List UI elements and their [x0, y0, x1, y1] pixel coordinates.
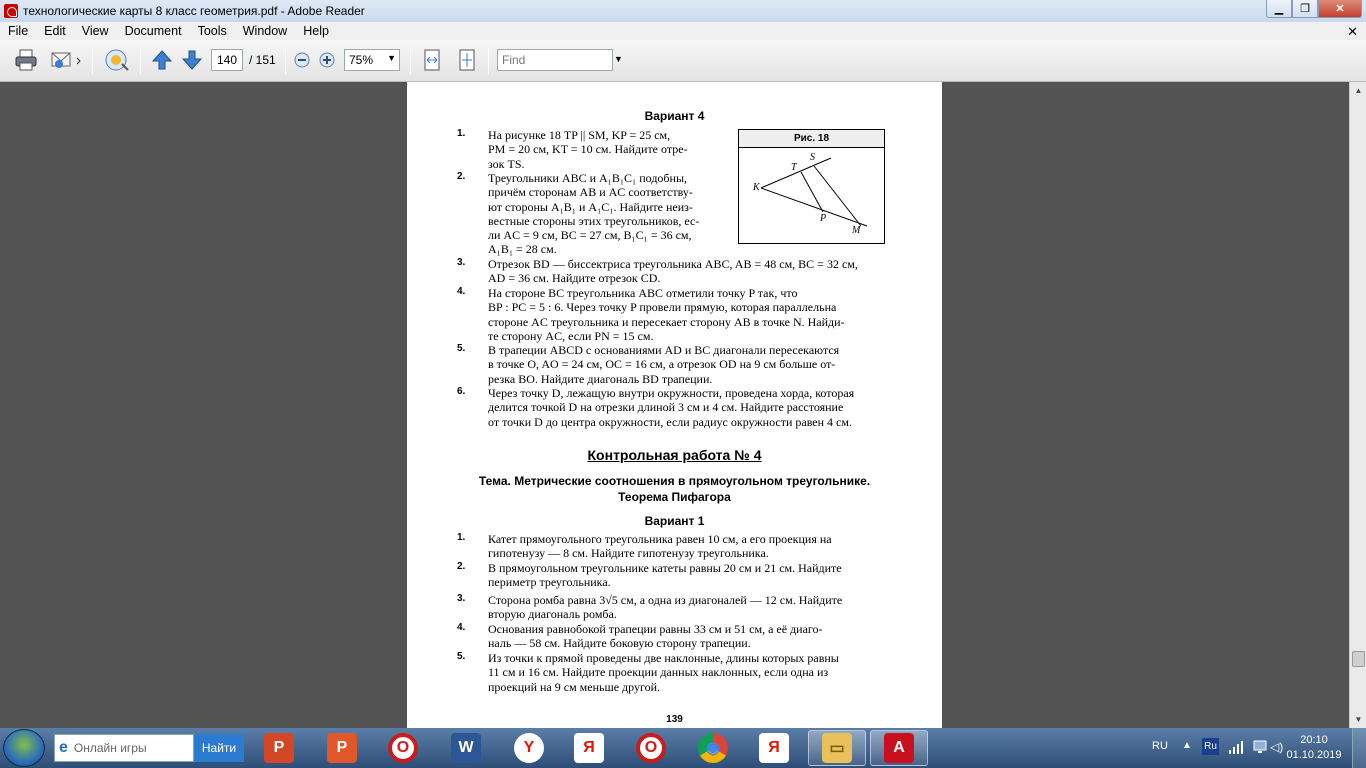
search-button[interactable]: Найти: [194, 734, 244, 762]
toolbar-separator: [285, 48, 286, 74]
taskbar-powerpoint-icon[interactable]: P: [250, 730, 308, 766]
ie-icon: e: [59, 739, 68, 756]
vertical-scrollbar[interactable]: [1349, 82, 1366, 728]
toolbar-separator: [488, 48, 489, 74]
task-number: 2.: [457, 561, 466, 572]
previous-page-icon[interactable]: [149, 48, 175, 72]
taskbar-word-icon[interactable]: W: [437, 730, 495, 766]
task-text: На рисунке 18 TP || SM, KP = 25 см, PM = 20 см, KT = 10 см. Найдите отре- зок TS.: [488, 128, 688, 171]
search-placeholder: Онлайн игры: [73, 741, 147, 755]
window-controls: [1266, 0, 1362, 18]
email-icon[interactable]: [48, 48, 84, 72]
task-number: 3.: [457, 257, 466, 268]
task-number: 5.: [457, 343, 466, 354]
menu-help[interactable]: Help: [303, 24, 329, 38]
figure-18-diagram: [739, 148, 884, 243]
menu-tools[interactable]: Tools: [197, 24, 227, 38]
task-number: 2.: [457, 171, 466, 182]
page-number-input[interactable]: 140: [211, 49, 243, 71]
task-text: Основания равнобокой трапеции равны 33 см и 51 см, а её диаго- наль — 58 см. Найдите боковую сторону трапеции.: [488, 622, 823, 651]
scrollbar-thumb[interactable]: [1352, 651, 1365, 667]
taskbar-yandex-2-icon[interactable]: Я: [745, 730, 803, 766]
menu-bar: [0, 22, 1366, 40]
network-icon[interactable]: [1252, 739, 1268, 758]
kr-heading: [407, 447, 942, 464]
toolbar-separator: [410, 48, 411, 74]
variant-4-heading: Вариант 4: [644, 109, 705, 123]
task-text: На стороне BC треугольника ABC отметили точку P так, что BP : PC = 5 : 6. Через точку P провели прямую, которая параллельна стороне AC треугольника и пересекает сторону AB в точке N. Найди- те сторону AC, если PN = 15 см.: [488, 286, 845, 343]
task-text: Отрезок BD — биссектриса треугольника ABC, AB = 48 см, BC = 32 см, AD = 36 см. Найдите отрезок CD.: [488, 257, 858, 286]
search-input[interactable]: [54, 734, 194, 762]
menu-view[interactable]: View: [81, 24, 109, 38]
taskbar-explorer-icon[interactable]: ▭: [808, 730, 866, 766]
page-total-label: / 151: [249, 53, 276, 67]
task-number: 5.: [457, 651, 466, 662]
window-title: технологические карты 8 класс геометрия.pdf - Adobe Reader: [23, 4, 365, 18]
topic-heading: [407, 473, 942, 505]
menu-edit[interactable]: Edit: [44, 24, 66, 38]
print-icon[interactable]: [12, 48, 40, 72]
tray-expand-icon[interactable]: ▲: [1182, 740, 1192, 751]
kr-title: Контрольная работа № 4: [587, 447, 762, 463]
minimize-button[interactable]: ▁: [1266, 0, 1292, 18]
fit-page-icon[interactable]: [455, 48, 479, 72]
task-text: В трапеции ABCD с основаниями AD и BC диагонали пересекаются в точке O, AO = 24 см, OC = 16 см, а отрезок OD на 9 см больше от- резка BO. Найдите диагональ BD трапеции.: [488, 343, 840, 386]
task-text: Треугольники ABC и A₁B₁C₁ подобны, причём сторонам AB и AC соответству- ют стороны A₁B₁ и A₁C₁. Найдите неиз- вестные стороны этих треугольников, ес- ли AC = 9 см, BC = 27 см, B₁C₁ = 36 см, A₁B₁ = 28 см.: [488, 171, 700, 257]
close-button[interactable]: ✕: [1318, 0, 1362, 18]
figure-caption: Рис. 18: [739, 130, 884, 148]
clock-date: 01.10.2019: [1286, 749, 1342, 761]
taskbar-chrome-icon[interactable]: ◉: [684, 730, 742, 766]
task-text: Сторона ромба равна 3√5 см, а одна из диагоналей — 12 см. Найдите вторую диагональ ромба.: [488, 593, 843, 622]
toolbar: [0, 40, 1366, 82]
taskbar-adobe-reader-icon[interactable]: A: [870, 730, 928, 766]
fit-width-icon[interactable]: [420, 48, 444, 72]
label-K: K: [753, 182, 760, 193]
page-number-footer: 139: [666, 714, 683, 725]
figure-18: [738, 129, 885, 244]
clock[interactable]: [1284, 733, 1344, 763]
chevron-down-icon: ▼: [387, 53, 396, 63]
menu-window[interactable]: Window: [242, 24, 288, 38]
find-input[interactable]: Find: [497, 49, 613, 71]
label-M: M: [852, 225, 861, 236]
collaborate-icon[interactable]: [102, 48, 132, 72]
scroll-up-icon[interactable]: ▲: [1354, 86, 1363, 95]
signal-icon[interactable]: [1228, 740, 1244, 757]
taskbar-opera-2-icon[interactable]: O: [622, 730, 680, 766]
task-text: В прямоугольном треугольнике катеты равны 20 см и 21 см. Найдите периметр треугольника.: [488, 561, 842, 590]
clock-time: 20:10: [1300, 734, 1328, 746]
find-options-chevron-icon[interactable]: ▼: [614, 54, 623, 64]
taskbar-yandex-browser-icon[interactable]: Y: [500, 730, 558, 766]
start-button[interactable]: [3, 729, 45, 767]
zoom-select[interactable]: [344, 49, 400, 71]
zoom-out-icon[interactable]: [292, 48, 312, 72]
taskbar-opera-icon[interactable]: O: [374, 730, 432, 766]
zoom-in-icon[interactable]: [317, 48, 337, 72]
maximize-button[interactable]: ❐: [1292, 0, 1318, 18]
volume-icon[interactable]: ◁): [1270, 740, 1284, 754]
language-indicator[interactable]: Ru: [1202, 738, 1219, 755]
close-document-icon[interactable]: ✕: [1347, 24, 1358, 39]
taskbar: [0, 728, 1366, 768]
task-number: 1.: [457, 532, 466, 543]
variant-1-heading: Вариант 1: [644, 514, 705, 528]
topic-line-1: Тема. Метрические соотношения в прямоугольном треугольнике.: [478, 474, 871, 488]
taskbar-yandex-icon[interactable]: Я: [560, 730, 618, 766]
task-number: 4.: [457, 286, 466, 297]
label-S: S: [810, 152, 815, 163]
task-number: 4.: [457, 622, 466, 633]
topic-line-2: Теорема Пифагора: [618, 490, 731, 504]
pdf-page: [407, 82, 942, 728]
task-text: Из точки к прямой проведены две наклонные, длины которых равны 11 см и 16 см. Найдите проекции данных наклонных, если одна из проекций на 9 см меньше другой.: [488, 651, 839, 694]
toolbar-separator: [140, 48, 141, 74]
taskbar-ppt-viewer-icon[interactable]: P: [313, 730, 371, 766]
next-page-icon[interactable]: [179, 48, 205, 72]
task-number: 6.: [457, 386, 466, 397]
menu-file[interactable]: File: [8, 24, 29, 38]
adobe-reader-icon: [4, 4, 18, 18]
task-text: Катет прямоугольного треугольника равен 10 см, а его проекция на гипотенузу — 8 см. Найдите гипотенузу треугольника.: [488, 532, 832, 561]
menu-document[interactable]: Document: [124, 24, 182, 38]
task-number: 1.: [457, 128, 466, 139]
toolbar-separator: [92, 48, 93, 74]
title-bar: [0, 0, 1366, 22]
task-text: Через точку D, лежащую внутри окружности, проведена хорда, которая делится точкой D на отрезки длиной 3 см и 4 см. Найдите расстояние от точки D до центра окружности, если радиус окружности равен 4 см.: [488, 386, 855, 429]
task-number: 3.: [457, 593, 466, 604]
show-desktop-button[interactable]: [1352, 728, 1366, 768]
label-T: T: [791, 162, 797, 173]
zoom-value: 75%: [349, 53, 374, 67]
scroll-down-icon[interactable]: ▼: [1354, 715, 1363, 724]
label-P: P: [820, 213, 827, 224]
language-label[interactable]: RU: [1152, 740, 1168, 752]
